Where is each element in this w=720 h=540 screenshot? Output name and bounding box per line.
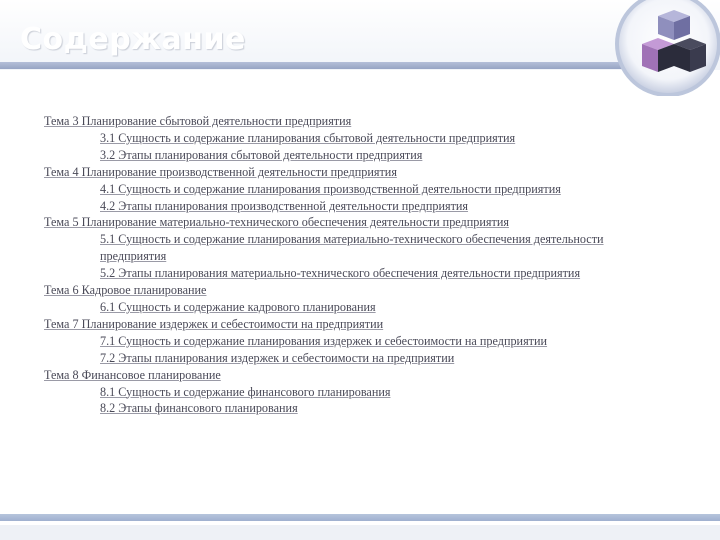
toc-link[interactable]: 6.1 Сущность и содержание кадрового планирования [100,299,376,314]
toc-link[interactable]: 8.2 Этапы финансового планирования [100,401,298,416]
toc-subtopic-6-1 [44,299,684,316]
toc-topic-3 [44,113,684,130]
toc-link[interactable]: Тема 7 Планирование издержек и себестоимости на предприятии [44,316,384,331]
table-of-contents [44,113,684,417]
toc-link[interactable]: 7.1 Сущность и содержание планирования издержек и себестоимости на предприятии [100,333,548,348]
toc-subtopic-3-1 [44,130,684,147]
page-title: Содержание [20,22,246,57]
toc-link[interactable]: 3.1 Сущность и содержание планирования сбытовой деятельности предприятия [100,130,516,145]
toc-link[interactable]: 5.1 Сущность и содержание планирования материально-технического обеспечения деятельности предприятия [100,232,604,264]
toc-link[interactable]: 7.2 Этапы планирования издержек и себестоимости на предприятии [100,350,455,365]
toc-link[interactable]: 8.1 Сущность и содержание финансового планирования [100,384,391,399]
toc-link[interactable]: 4.1 Сущность и содержание планирования производственной деятельности предприятия [100,181,561,196]
cubes-logo-icon [612,0,720,96]
toc-subtopic-5-2 [44,265,684,282]
toc-subtopic-7-1 [44,333,684,350]
toc-topic-4 [44,164,684,181]
toc-subtopic-8-2 [44,400,684,417]
toc-topic-5 [44,214,684,231]
toc-link[interactable]: Тема 3 Планирование сбытовой деятельности предприятия [44,114,352,128]
toc-link[interactable]: Тема 5 Планирование материально-технического обеспечения деятельности предприятия [44,215,509,230]
toc-subtopic-8-1 [44,384,684,401]
toc-subtopic-4-2 [44,198,684,215]
toc-link[interactable]: Тема 6 Кадровое планирование [44,283,207,298]
toc-link[interactable]: Тема 8 Финансовое планирование [44,367,221,382]
toc-link[interactable]: 5.2 Этапы планирования материально-технического обеспечения деятельности предприятия [100,266,581,281]
header-rule [0,62,650,69]
footer-strip [0,525,720,540]
toc-link[interactable]: 3.2 Этапы планирования сбытовой деятельности предприятия [100,147,423,162]
toc-subtopic-4-1 [44,181,684,198]
toc-link[interactable]: 4.2 Этапы планирования производственной деятельности предприятия [100,198,469,213]
footer-rule [0,514,720,521]
toc-topic-6 [44,282,684,299]
toc-topic-8 [44,367,684,384]
toc-subtopic-5-1 [44,231,610,265]
toc-link[interactable]: Тема 4 Планирование производственной деятельности предприятия [44,164,397,179]
toc-subtopic-3-2 [44,147,684,164]
toc-topic-7 [44,316,684,333]
toc-subtopic-7-2 [44,350,684,367]
